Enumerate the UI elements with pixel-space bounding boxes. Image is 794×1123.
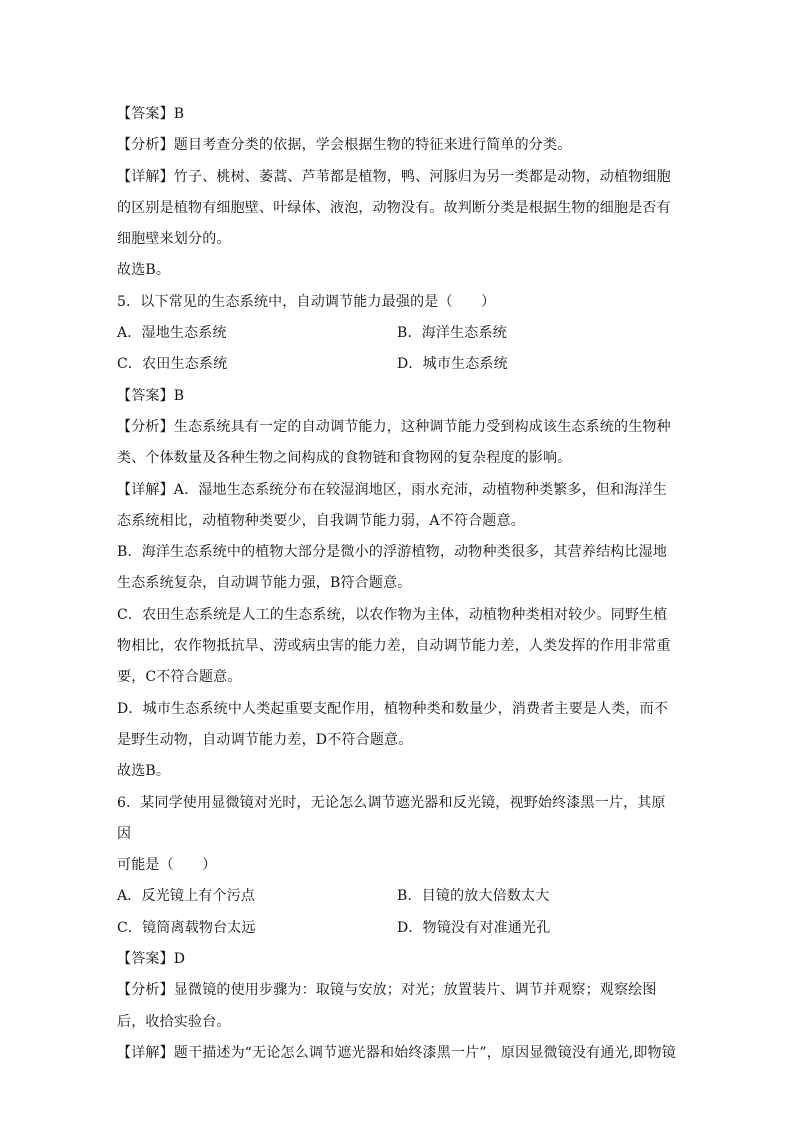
detail-q5-a-line1: 【详解】A．湿地生态系统分布在较湿润地区，雨水充沛，动植物种类繁多，但和海洋生 bbox=[117, 481, 667, 498]
q6-option-a: A．反光镜上有个污点 bbox=[117, 888, 256, 905]
choice-q4: 故选B。 bbox=[117, 262, 171, 279]
q5-option-d: D．城市生态系统 bbox=[397, 356, 508, 373]
detail-q5-d-line1: D．城市生态系统中人类起重要支配作用，植物种类和数量少，消费者主要是人类，而不 bbox=[117, 700, 669, 717]
q6-options-row2 bbox=[117, 913, 677, 944]
detail-q4-line2: 的区别是植物有细胞壁、叶绿体、液泡，动物没有。故判断分类是根据生物的细胞是否有 bbox=[117, 199, 671, 216]
detail-q5-a-line2: 态系统相比，动植物种类要少，自我调节能力弱，A不符合题意。 bbox=[117, 512, 525, 529]
detail-q4-line1: 【详解】竹子、桃树、萎蒿、芦苇都是植物，鸭、河豚归为另一类都是动物，动植物细胞 bbox=[117, 168, 671, 185]
question-6-line1: 6．某同学使用显微镜对光时，无论怎么调节遮光器和反光镜，视野始终漆黑一片，其原因 bbox=[117, 794, 666, 842]
q5-options-row1 bbox=[117, 318, 677, 349]
q6-options-row1 bbox=[117, 881, 677, 912]
analysis-q6-line1: 【分析】显微镜的使用步骤为：取镜与安放；对光；放置装片、调节并观察；观察绘图 bbox=[117, 982, 657, 999]
document-body bbox=[117, 99, 677, 1069]
q6-option-b: B．目镜的放大倍数太大 bbox=[397, 888, 550, 905]
detail-q5-b-line2: 生态系统复杂，自动调节能力强，B符合题意。 bbox=[117, 575, 412, 592]
choice-q5: 故选B。 bbox=[117, 763, 171, 780]
q5-options-row2 bbox=[117, 349, 677, 380]
q5-option-c: C．农田生态系统 bbox=[117, 356, 228, 373]
detail-q4-line3: 细胞壁来划分的。 bbox=[117, 231, 231, 248]
detail-q5-b-line1: B．海洋生态系统中的植物大部分是微小的浮游植物，动物种类很多，其营养结构比湿地 bbox=[117, 544, 668, 561]
q5-option-b: B．海洋生态系统 bbox=[397, 325, 507, 342]
detail-q5-c-line3: 要，C不符合题意。 bbox=[117, 669, 242, 686]
analysis-q6-line2: 后，收拾实验台。 bbox=[117, 1013, 231, 1030]
analysis-q4: 【分析】题目考查分类的依据，学会根据生物的特征来进行简单的分类。 bbox=[117, 137, 572, 154]
q6-option-d: D．物镜没有对准通光孔 bbox=[397, 919, 551, 936]
answer-label-q4: 【答案】B bbox=[117, 106, 185, 122]
detail-q5-d-line2: 是野生动物，自动调节能力差，D不符合题意。 bbox=[117, 731, 413, 748]
q6-option-c: C．镜筒离载物台太远 bbox=[117, 919, 256, 936]
detail-q5-c-line2: 物相比，农作物抵抗旱、涝或病虫害的能力差，自动调节能力差，人类发挥的作用非常重 bbox=[117, 638, 671, 655]
analysis-q5-line2: 类、个体数量及各种生物之间构成的食物链和食物网的复杂程度的影响。 bbox=[117, 450, 572, 467]
q5-option-a: A．湿地生态系统 bbox=[117, 325, 227, 342]
answer-label-q5: 【答案】B bbox=[117, 387, 185, 404]
detail-q6-line1: 【详解】题干描述为“无论怎么调节遮光器和始终漆黑一片”，原因显微镜没有通光,即物镜 bbox=[117, 1044, 676, 1061]
question-6-line2: 可能是（ ） bbox=[117, 857, 217, 874]
analysis-q5-line1: 【分析】生态系统具有一定的自动调节能力，这种调节能力受到构成该生态系统的生物种 bbox=[117, 418, 671, 435]
answer-label-q6: 【答案】D bbox=[117, 951, 186, 968]
detail-q5-c-line1: C．农田生态系统是人工的生态系统，以农作物为主体，动植物种类相对较少。同野生植 bbox=[117, 606, 668, 623]
question-5: 5．以下常见的生态系统中，自动调节能力最强的是（ ） bbox=[117, 293, 496, 310]
